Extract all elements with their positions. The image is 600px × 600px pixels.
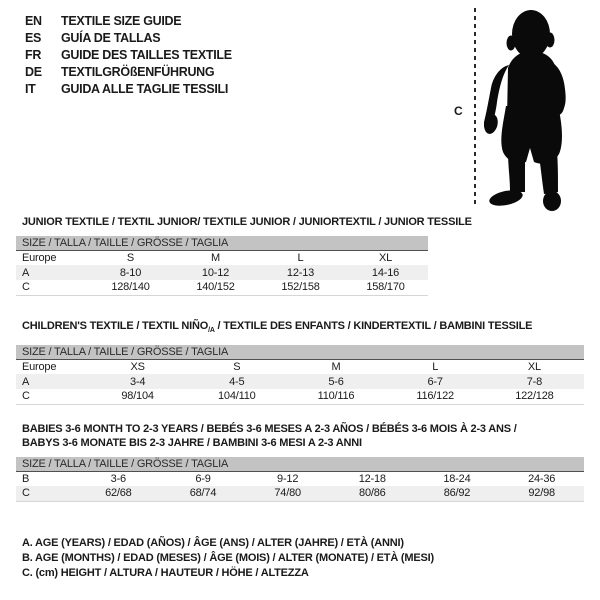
table-cell: 86/92 [443, 487, 471, 500]
height-measure-dashed-line [474, 8, 476, 208]
table-cell: 12-18 [358, 472, 386, 485]
babies-section [16, 422, 584, 502]
title-text: CHILDREN'S TEXTILE / TEXTIL NIÑO [22, 320, 209, 332]
language-code: IT [25, 82, 36, 96]
row-label: A [22, 375, 30, 388]
title-text: / TEXTILE DES ENFANTS / KINDERTEXTIL / BAMBINI TESSILE [214, 320, 533, 332]
table-cell: 18-24 [443, 472, 471, 485]
table-cell: XS [130, 360, 145, 373]
language-row-fr [25, 47, 232, 64]
size-header-row [16, 457, 584, 471]
table-cell: M [331, 360, 341, 373]
row-label: C [22, 390, 30, 403]
table-cell: 14-16 [371, 266, 400, 279]
table-row-height [16, 389, 584, 404]
note-age-months: B. AGE (MONTHS) / EDAD (MESES) / ÂGE (MOIS) / ALTER (MONATE) / ETÀ (MESI) [22, 552, 434, 565]
language-code: ES [25, 31, 42, 45]
table-cell: 152/158 [281, 281, 320, 294]
babies-size-table [16, 457, 584, 502]
language-code: DE [25, 65, 42, 79]
row-label: C [22, 487, 30, 500]
table-cell: 9-12 [277, 472, 299, 485]
table-row-europe [16, 359, 584, 374]
children-section-title [16, 319, 584, 338]
table-cell: 6-7 [427, 375, 443, 388]
size-header-label: SIZE / TALLA / TAILLE / GRÖSSE / TAGLIA [16, 345, 584, 359]
language-title: TEXTILGRÖßENFÜHRUNG [61, 65, 215, 79]
table-cell: 98/104 [121, 390, 154, 403]
table-cell: 92/98 [528, 487, 555, 500]
children-section [16, 319, 584, 405]
table-cell: L [297, 251, 304, 264]
table-cell: 3-6 [110, 472, 126, 485]
height-measure-label: C [454, 104, 463, 118]
note-age-years: A. AGE (YEARS) / EDAD (AÑOS) / ÂGE (ANS) / ALTER (JAHRE) / ETÀ (ANNI) [22, 537, 404, 549]
babies-section-title [16, 422, 584, 450]
babies-title-line1: BABIES 3-6 MONTH TO 2-3 YEARS / BEBÉS 3-6 MESES A 2-3 AÑOS / BÉBÉS 3-6 MOIS À 2-3 ANS / [22, 423, 517, 435]
size-header-label: SIZE / TALLA / TAILLE / GRÖSSE / TAGLIA [16, 236, 428, 250]
table-cell: 12-13 [286, 266, 315, 279]
table-cell: 3-4 [129, 375, 146, 388]
table-cell: 5-6 [328, 375, 344, 388]
table-row-age [16, 265, 428, 280]
row-label: A [22, 266, 30, 279]
table-cell: 68/74 [189, 487, 217, 500]
table-row-height [16, 280, 428, 295]
table-cell: S [126, 251, 135, 264]
language-header [25, 13, 232, 98]
table-cell: 122/128 [515, 390, 554, 403]
table-cell: XL [527, 360, 541, 373]
junior-size-table [16, 236, 428, 296]
children-size-table [16, 345, 584, 405]
table-cell: 4-5 [229, 375, 245, 388]
legend-notes [16, 536, 434, 582]
language-code: EN [25, 14, 42, 28]
language-title: GUÍA DE TALLAS [61, 31, 161, 45]
table-cell: XL [378, 251, 393, 264]
junior-section [16, 215, 472, 296]
table-cell: 7-8 [526, 375, 543, 388]
language-title: TEXTILE SIZE GUIDE [61, 14, 182, 28]
table-cell: M [211, 251, 220, 264]
table-cell: 80/86 [359, 487, 386, 500]
table-cell: 104/110 [218, 390, 256, 403]
size-header-row [16, 236, 428, 250]
table-cell: 158/170 [366, 281, 405, 294]
table-cell: 110/116 [317, 390, 355, 403]
table-row-age-months [16, 471, 584, 486]
language-row-en [25, 13, 232, 30]
table-cell: 6-9 [195, 472, 211, 485]
table-row-height [16, 486, 584, 501]
row-label: B [22, 472, 30, 485]
table-cell: 140/152 [196, 281, 235, 294]
language-title: GUIDA ALLE TAGLIE TESSILI [61, 82, 229, 96]
table-cell: 62/68 [105, 487, 132, 500]
table-cell: L [432, 360, 439, 373]
row-label: Europe [22, 251, 57, 264]
note-height-cm: C. (cm) HEIGHT / ALTURA / HAUTEUR / HÖHE / ALTEZZA [22, 567, 309, 580]
language-row-de [25, 64, 232, 81]
size-header-row [16, 345, 584, 359]
size-header-label: SIZE / TALLA / TAILLE / GRÖSSE / TAGLIA [16, 457, 584, 471]
table-cell: 128/140 [111, 281, 150, 294]
table-row-age [16, 374, 584, 389]
title-subscript: /A [208, 327, 215, 335]
row-label: C [22, 281, 30, 294]
language-row-es [25, 30, 232, 47]
table-cell: S [233, 360, 241, 373]
language-title: GUIDE DES TAILLES TEXTILE [61, 48, 232, 62]
language-code: FR [25, 48, 42, 62]
table-cell: 24-36 [528, 472, 556, 485]
table-cell: 74/80 [274, 487, 301, 500]
table-cell: 10-12 [201, 266, 230, 279]
table-cell: 116/122 [416, 390, 454, 403]
language-row-it [25, 81, 232, 98]
table-cell: 8-10 [119, 266, 142, 279]
junior-section-title: JUNIOR TEXTILE / TEXTIL JUNIOR/ TEXTILE JUNIOR / JUNIORTEXTIL / JUNIOR TESSILE [22, 216, 472, 228]
row-label: Europe [22, 360, 57, 373]
table-row-europe [16, 250, 428, 265]
height-figure [452, 6, 598, 214]
babies-title-line2: BABYS 3-6 MONATE BIS 2-3 JAHRE / BAMBINI 3-6 MESI A 2-3 ANNI [22, 437, 362, 449]
toddler-silhouette-icon [484, 6, 598, 214]
